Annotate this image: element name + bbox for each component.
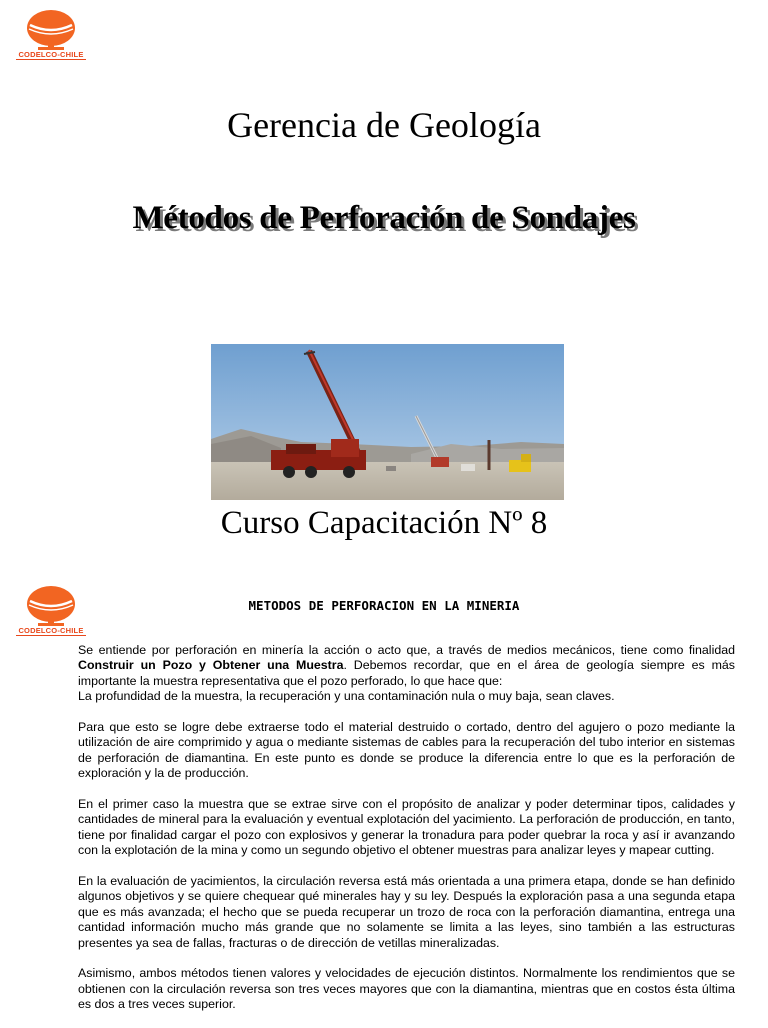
codelco-logo bbox=[14, 8, 88, 60]
paragraph-1-text: Se entiende por perforación en minería la acción o acto que, a través de medios mecánicos, tiene como finalidad bbox=[78, 643, 735, 657]
paragraph-4: En la evaluación de yacimientos, la circulación reversa está más orientada a una primera etapa, donde se han definido algunos objetivos y se quiere chequear qué minerales hay y su ley. Después la exploración pasa a una segunda etapa que es más avanzada; el hecho que se pueda recuperar un trozo de roca con la perforación diamantina, entrega una cantidad información mucho más grande que no solamente se limita a las leyes, sino también a las estructuras presentes ya sea de fallas, fracturas o de dirección de vetillas mineralizadas. bbox=[78, 874, 735, 950]
page-title: Gerencia de Geología bbox=[227, 105, 541, 145]
paragraph-2: Para que esto se logre debe extraerse todo el material destruido o cortado, dentro del agujero o pozo mediante la utilización de aire comprimido y agua o mediante sistemas de cables para la recuperación del tubo interior en sistemas de perforación de diamantina. En este punto es donde se produce la diferencia entre lo que es la perforación de exploración y la de producción. bbox=[78, 720, 735, 781]
paragraph-3: En el primer caso la muestra que se extrae sirve con el propósito de analizar y poder determinar tipos, calidades y cantidades de mineral para la evaluación y eventual explotación del yacimiento. La perforación de producción, en tanto, tiene por finalidad cargar el pozo con explosivos y generar la tronadura para poder quebrar la roca y así ir avanzando con la explotación de la mina y como un segundo objetivo el obtener muestras para analizar leyes y mapear cutting. bbox=[78, 797, 735, 858]
paragraph-1 bbox=[78, 643, 735, 689]
page-subtitle: Métodos de Perforación de Sondajes bbox=[132, 200, 636, 236]
section-title: METODOS DE PERFORACION EN LA MINERIA bbox=[248, 598, 520, 613]
paragraph-1-bold: Construir un Pozo y Obtener una Muestra bbox=[78, 658, 344, 673]
course-label: Curso Capacitación Nº 8 bbox=[220, 505, 548, 541]
logo-text: CODELCO-CHILE bbox=[18, 50, 84, 59]
body-text bbox=[78, 643, 735, 1028]
logo-underline bbox=[16, 59, 86, 60]
logo-underline bbox=[16, 635, 86, 636]
drilling-rig-photo bbox=[211, 344, 564, 500]
codelco-emblem-icon bbox=[14, 8, 88, 52]
logo-text: CODELCO-CHILE bbox=[18, 626, 84, 635]
paragraph-5: Asimismo, ambos métodos tienen valores y velocidades de ejecución distintos. Normalmente los rendimientos que se obtienen con la circulación reversa son tres veces mayores que con la diamantina, mientras que en costos ésta última es dos a tres veces superior. bbox=[78, 966, 735, 1012]
paragraph-1-line2: La profundidad de la muestra, la recuperación y una contaminación nula o muy baja, sean claves. bbox=[78, 689, 615, 704]
paragraph-1-text-end: . Debemos recordar, que en el área de geología siempre es más importante la muestra representativa que el pozo perforado, lo que hace que: bbox=[78, 658, 735, 688]
